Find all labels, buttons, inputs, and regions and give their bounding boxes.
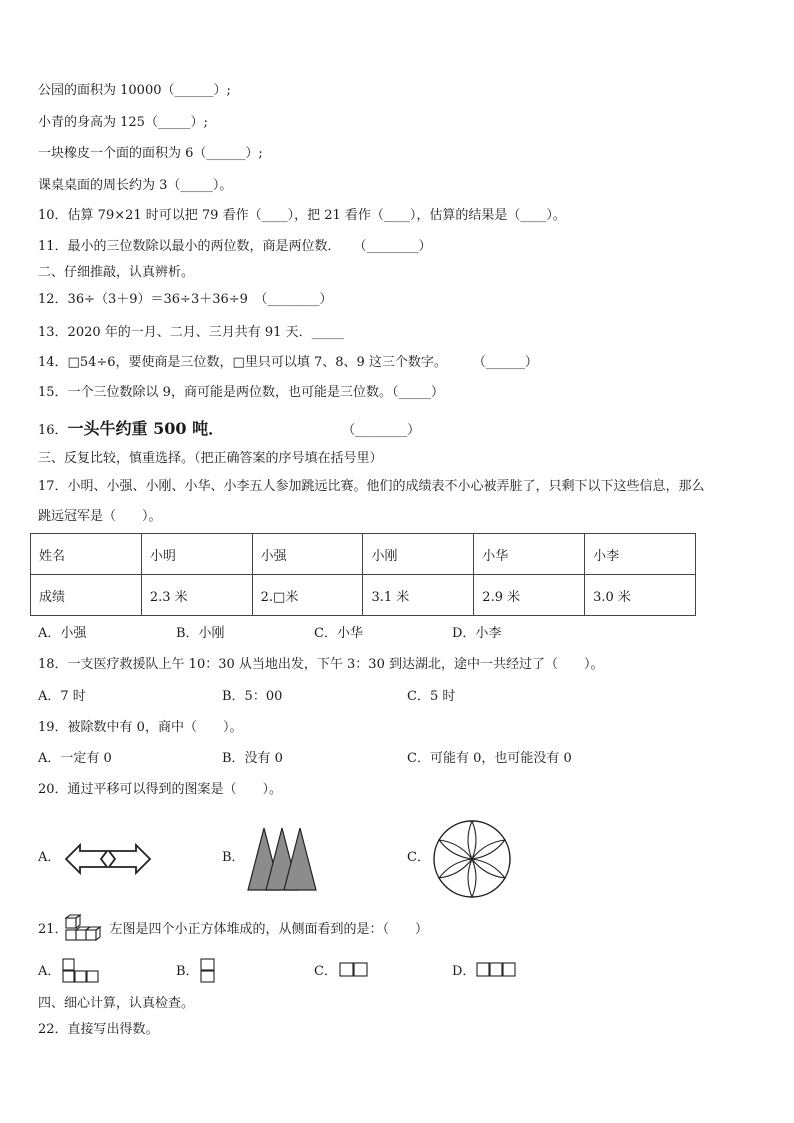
question-17-line-1: 17．小明、小强、小刚、小华、小李五人参加跳远比赛。他们的成绩表不小心被弄脏了，只剩下以下这些信息，那么 — [38, 479, 705, 494]
table-row — [31, 534, 696, 575]
table-cell: 3.1 米 — [363, 575, 474, 616]
question-16 — [38, 420, 420, 440]
question-12: 12．36÷（3＋9）＝36÷3＋36÷9 （________） — [38, 292, 333, 307]
question-19: 19．被除数中有 0，商中（ ）。 — [38, 720, 243, 735]
table-cell: 3.0 米 — [585, 575, 696, 616]
view-a-figure — [62, 958, 100, 984]
q21-option-d-label: D． — [452, 964, 476, 979]
table-cell: 小刚 — [363, 534, 474, 575]
q17-option-a: A．小强 — [38, 626, 87, 641]
view-c-figure — [339, 962, 369, 978]
question-14: 14．□54÷6，要使商是三位数，□里只可以填 7、8、9 这三个数字。 （______） — [38, 355, 538, 370]
question-16-blank: （________） — [342, 423, 421, 438]
table-cell: 小华 — [474, 534, 585, 575]
q17-option-c: C．小华 — [314, 626, 363, 641]
line-eraser: 一块橡皮一个面的面积为 6（______）; — [38, 146, 263, 161]
question-16-text: 一头牛约重 500 吨． — [67, 419, 225, 438]
scores-table — [30, 533, 696, 616]
q21-option-b-label: B． — [176, 964, 199, 979]
triangles-figure — [246, 826, 318, 892]
question-16-number: 16． — [38, 423, 68, 438]
q21-option-a-label: A． — [38, 964, 61, 979]
table-cell: 2.9 米 — [474, 575, 585, 616]
table-cell: 小明 — [141, 534, 252, 575]
question-10: 10．估算 79×21 时可以把 79 看作（____），把 21 看作（____），估算的结果是（____）。 — [38, 208, 566, 223]
question-13: 13．2020 年的一月、二月、三月共有 91 天．_____ — [38, 325, 345, 340]
question-22: 22．直接写出得数。 — [38, 1022, 159, 1037]
question-15: 15．一个三位数除以 9，商可能是两位数，也可能是三位数。（_____） — [38, 385, 444, 400]
q20-option-c-label: C． — [407, 850, 430, 865]
q20-option-b-label: B． — [222, 850, 245, 865]
flower-circle-figure — [432, 819, 512, 899]
table-cell: 小李 — [585, 534, 696, 575]
q18-option-a: A．7 时 — [38, 689, 86, 704]
q17-option-b: B．小刚 — [176, 626, 225, 641]
question-20: 20．通过平移可以得到的图案是（ ）。 — [38, 782, 283, 797]
view-b-figure — [200, 958, 216, 984]
q19-option-c: C．可能有 0，也可能没有 0 — [407, 751, 572, 766]
q18-option-b: B．5：00 — [222, 689, 283, 704]
section-4-heading: 四、细心计算，认真检查。 — [38, 996, 195, 1011]
view-d-figure — [476, 962, 518, 978]
table-cell: 成绩 — [31, 575, 142, 616]
line-park-area: 公园的面积为 10000（______）; — [38, 83, 231, 98]
double-arrow-figure — [64, 841, 152, 877]
question-21-text: 左图是四个小正方体堆成的，从侧面看到的是：（ ） — [109, 922, 429, 937]
question-18: 18．一支医疗救援队上午 10：30 从当地出发，下午 3：30 到达湖北，途中一共经过了（ ）。 — [38, 657, 604, 672]
question-21-number: 21． — [38, 922, 68, 937]
section-3-heading: 三、反复比较，慎重选择。（把正确答案的序号填在括号里） — [38, 451, 383, 466]
table-cell: 2.□米 — [252, 575, 363, 616]
table-cell: 2.3 米 — [141, 575, 252, 616]
table-cell: 小强 — [252, 534, 363, 575]
cube-stack-figure — [64, 914, 106, 944]
section-2-heading: 二、仔细推敲，认真辨析。 — [38, 265, 195, 280]
q19-option-a: A．一定有 0 — [38, 751, 112, 766]
q19-option-b: B．没有 0 — [222, 751, 283, 766]
q17-option-d: D．小李 — [452, 626, 502, 641]
q21-option-c-label: C． — [314, 964, 337, 979]
table-row — [31, 575, 696, 616]
question-11: 11．最小的三位数除以最小的两位数，商是两位数． （________） — [38, 239, 432, 254]
question-17-line-2: 跳远冠军是（ ）。 — [38, 509, 162, 524]
line-desk: 课桌桌面的周长约为 3（_____）。 — [38, 178, 233, 193]
q18-option-c: C．5 时 — [407, 689, 456, 704]
table-cell: 姓名 — [31, 534, 142, 575]
q20-option-a-label: A． — [38, 850, 61, 865]
line-height: 小青的身高为 125（_____）; — [38, 115, 208, 130]
